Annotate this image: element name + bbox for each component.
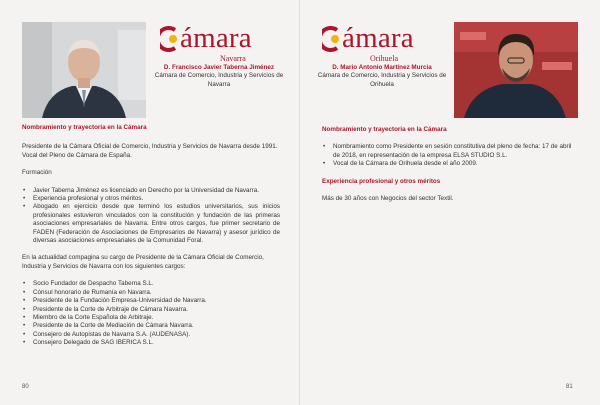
page-number-right: 81 (566, 384, 573, 390)
list-item: • Presidente de la Corte de Arbitraje de Cámara Navarra. (22, 306, 280, 314)
logo-subtitle: Navarra (220, 54, 246, 63)
left-body (22, 124, 280, 348)
list-item: • Vocal de la Cámara de Orihuela desde el año 2009. (322, 160, 580, 168)
list-item: • Socio Fundador de Despacho Taberna S.L. (22, 280, 280, 288)
section-heading-experience: Experiencia profesional y otros méritos (322, 177, 441, 185)
formacion-label: Formación (22, 169, 52, 177)
list-item: • Consejero Delegado de SAG IBERICA S.L. (22, 339, 280, 347)
person-organization: Cámara de Comercio, Industria y Servicios de Orihuela (317, 72, 447, 88)
person-name: D. Francisco Javier Taberna Jiménez (163, 64, 275, 71)
list-item: • Javier Taberna Jiménez es licenciado en Derecho por la Universidad de Navarra. (22, 187, 280, 195)
section-heading-appointment: Nombramiento y trayectoria en la Cámara (22, 124, 147, 131)
list-item: • Presidente de la Corte de Mediación de Cámara Navarra. (22, 322, 280, 330)
logo-subtitle: Orihuela (370, 54, 398, 63)
appointment-line: Vocal del Pleno de Cámara de España. (22, 151, 132, 159)
cargos-list (22, 280, 280, 347)
page-gutter (299, 0, 300, 405)
current-roles-paragraph: En la actualidad compagina su cargo de Presidente de la Cámara Oficial de Comercio, Industria y Servicios de Navarra con los siguientes cargos: (22, 254, 264, 270)
list-item: • Experiencia profesional y otros méritos. (22, 195, 280, 203)
experience-text: Más de 30 años con Negocios del sector Textil. (322, 195, 454, 203)
logo-wordmark: ámara (342, 22, 414, 54)
list-item: • Abogado en ejercicio desde que terminó los estudios universitarios, sus inicios profesionales estuvieron vinculados con la constitución y fundación de las primeras asociaciones empresariales de Navarra. Entre otros cargos, fue primer secretario de FADEN (Federación de Asociaciones de Empresarios de Navarra) y asesor jurídico de diversas asociaciones empresariales de la Comunidad Foral. (22, 203, 280, 245)
list-item: • Consejero de Autopistas de Navarra S.A. (AUDENASA). (22, 331, 280, 339)
person-caption-left (154, 64, 284, 89)
person-caption-right (316, 64, 448, 89)
list-item: • Nombramiento como Presidente en sesión constitutiva del pleno de fecha: 17 de abril de 2018, en representación de la empresa ELSA STUDIO S.L. (322, 143, 580, 160)
portrait-photo-martinez (454, 22, 578, 118)
page-number-left: 80 (22, 384, 29, 390)
camara-orihuela-logo (322, 24, 446, 62)
list-item: • Miembro de la Corte Española de Arbitraje. (22, 314, 280, 322)
camara-c-mark-icon (160, 26, 178, 52)
portrait-photo-taberna (22, 22, 146, 118)
logo-wordmark: ámara (180, 22, 252, 54)
person-organization: Cámara de Comercio, Industria y Servicios de Navarra (154, 72, 284, 88)
camara-navarra-logo (160, 24, 278, 62)
right-body (322, 126, 580, 203)
appointment-list (322, 143, 580, 168)
formacion-list (22, 187, 280, 246)
list-item: • Presidente de la Fundación Empresa-Universidad de Navarra. (22, 297, 280, 305)
list-item: • Cónsul honorario de Rumanía en Navarra. (22, 289, 280, 297)
section-heading-appointment: Nombramiento y trayectoria en la Cámara (322, 126, 447, 133)
appointment-line: Presidente de la Cámara Oficial de Comercio, Industria y Servicios de Navarra desde 1991. (22, 143, 278, 151)
person-name: D. Mario Antonio Martínez Murcia (332, 64, 432, 71)
camara-c-mark-icon (322, 26, 340, 52)
